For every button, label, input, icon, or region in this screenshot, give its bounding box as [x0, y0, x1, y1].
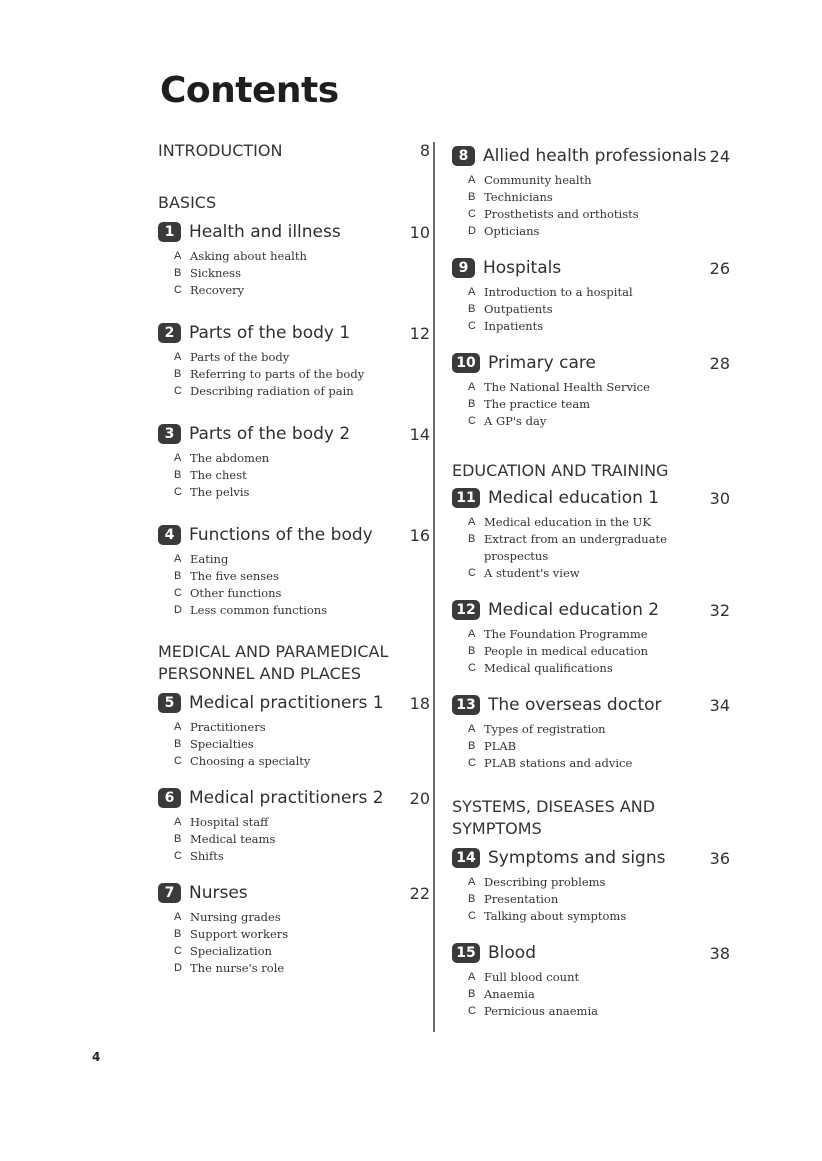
unit-title: Medical practitioners 1 [189, 693, 384, 713]
page-number: 4 [92, 1050, 101, 1064]
subtopic-text: Choosing a specialty [190, 754, 311, 768]
subtopic-list [468, 874, 730, 925]
subtopic-letter: A [174, 721, 182, 733]
subtopic-list [468, 721, 730, 772]
section-heading-medical-line1: MEDICAL AND PARAMEDICAL [158, 642, 389, 661]
introduction-page: 8 [419, 141, 430, 160]
unit-heading-left [452, 258, 561, 278]
subtopic-letter: C [174, 945, 182, 957]
unit-heading-left [452, 146, 707, 166]
subtopic-text: PLAB [484, 739, 517, 753]
column-divider [433, 142, 435, 1032]
subtopic-letter: A [174, 351, 182, 363]
subtopic-list [468, 379, 730, 430]
subtopic-text: Community health [484, 173, 592, 187]
unit-entry[interactable] [158, 693, 430, 770]
subtopic-text: The National Health Service [484, 380, 650, 394]
units-basics [158, 222, 430, 619]
unit-number-badge: 10 [452, 353, 480, 373]
subtopic-letter: B [468, 740, 476, 752]
unit-page-number: 12 [409, 323, 430, 343]
subtopic-item [468, 514, 730, 531]
subtopic-item [468, 738, 730, 755]
subtopic-item [468, 172, 730, 189]
unit-title: Health and illness [189, 222, 341, 242]
subtopic-item [174, 602, 430, 619]
subtopic-text: Support workers [190, 927, 289, 941]
subtopic-text: Shifts [190, 849, 224, 863]
subtopic-letter: A [174, 911, 182, 923]
subtopic-letter: C [174, 385, 182, 397]
unit-heading-row [158, 693, 430, 713]
subtopic-item [174, 467, 430, 484]
subtopic-item [174, 848, 430, 865]
unit-number-badge: 5 [158, 693, 181, 713]
unit-title: Allied health professionals [483, 146, 707, 166]
unit-heading-left [158, 323, 350, 343]
subtopic-text: Full blood count [484, 970, 580, 984]
subtopic-text: Medical education in the UK [484, 515, 651, 529]
subtopic-letter: B [468, 988, 476, 1000]
unit-page-number: 30 [709, 488, 730, 508]
unit-page-number: 32 [709, 600, 730, 620]
unit-heading-left [158, 424, 350, 444]
unit-heading-left [158, 693, 384, 713]
subtopic-letter: A [468, 876, 476, 888]
subtopic-text: Extract from an undergraduate prospectus [484, 532, 667, 563]
units-systems [452, 848, 730, 1020]
subtopic-item [468, 1003, 730, 1020]
introduction-label: INTRODUCTION [158, 141, 283, 160]
subtopic-item [174, 484, 430, 501]
subtopic-item [468, 189, 730, 206]
unit-heading-left [452, 848, 665, 868]
unit-heading-left [452, 353, 596, 373]
subtopic-letter: B [174, 267, 182, 279]
subtopic-letter: B [468, 398, 476, 410]
unit-entry[interactable] [452, 353, 730, 430]
unit-page-number: 28 [709, 353, 730, 373]
subtopic-letter: C [468, 567, 476, 579]
subtopic-list [174, 909, 430, 977]
unit-page-number: 10 [409, 222, 430, 242]
subtopic-text: The abdomen [190, 451, 270, 465]
unit-page-number: 20 [409, 788, 430, 808]
subtopic-item [174, 909, 430, 926]
subtopic-item [174, 349, 430, 366]
subtopic-letter: A [468, 628, 476, 640]
subtopic-text: Nursing grades [190, 910, 281, 924]
unit-entry[interactable] [452, 258, 730, 335]
subtopic-item [174, 943, 430, 960]
subtopic-letter: A [174, 250, 182, 262]
subtopic-item [468, 318, 730, 335]
subtopic-text: PLAB stations and advice [484, 756, 633, 770]
subtopic-text: Hospital staff [190, 815, 269, 829]
unit-entry[interactable] [452, 943, 730, 1020]
unit-number-badge: 9 [452, 258, 475, 278]
unit-heading-row [452, 848, 730, 868]
subtopic-letter: B [468, 893, 476, 905]
subtopic-text: Medical teams [190, 832, 276, 846]
subtopic-text: Presentation [484, 892, 559, 906]
subtopic-text: Medical qualifications [484, 661, 613, 675]
subtopic-text: The practice team [484, 397, 591, 411]
subtopic-list [174, 248, 430, 299]
contents-left-column [158, 140, 430, 977]
section-heading-medical-line2: PERSONNEL AND PLACES [158, 664, 362, 683]
unit-heading-row [452, 353, 730, 373]
subtopic-item [468, 660, 730, 677]
subtopic-list [468, 969, 730, 1020]
subtopic-item [174, 282, 430, 299]
unit-page-number: 14 [409, 424, 430, 444]
subtopic-item [468, 396, 730, 413]
unit-title: Functions of the body [189, 525, 373, 545]
subtopic-item [468, 874, 730, 891]
subtopic-list [468, 284, 730, 335]
subtopic-text: Other functions [190, 586, 282, 600]
subtopic-item [468, 284, 730, 301]
subtopic-text: The chest [190, 468, 247, 482]
subtopic-letter: B [468, 645, 476, 657]
unit-title: Blood [488, 943, 536, 963]
subtopic-letter: B [174, 928, 182, 940]
unit-heading-row [158, 222, 430, 242]
subtopic-letter: A [468, 516, 476, 528]
subtopic-letter: C [174, 284, 182, 296]
unit-heading-row [452, 258, 730, 278]
subtopic-item [174, 450, 430, 467]
units-allied [452, 146, 730, 430]
subtopic-item [468, 206, 730, 223]
subtopic-letter: B [174, 738, 182, 750]
unit-number-badge: 7 [158, 883, 181, 903]
subtopic-letter: B [468, 533, 476, 545]
contents-right-column [452, 142, 730, 1020]
subtopic-text: Sickness [190, 266, 241, 280]
subtopic-letter: A [468, 381, 476, 393]
unit-heading-row [158, 424, 430, 444]
subtopic-text: Introduction to a hospital [484, 285, 633, 299]
subtopic-item [174, 719, 430, 736]
unit-title: Medical education 2 [488, 600, 660, 620]
unit-number-badge: 11 [452, 488, 480, 508]
subtopic-item [468, 755, 730, 772]
unit-page-number: 38 [709, 943, 730, 963]
introduction-entry[interactable] [158, 140, 430, 162]
subtopic-item [468, 565, 730, 582]
subtopic-letter: D [468, 225, 476, 237]
subtopic-letter: A [468, 971, 476, 983]
unit-title: Medical education 1 [488, 488, 660, 508]
subtopic-item [468, 986, 730, 1003]
subtopic-text: Describing radiation of pain [190, 384, 354, 398]
subtopic-letter: A [468, 286, 476, 298]
section-heading-systems [452, 796, 730, 840]
subtopic-item [468, 379, 730, 396]
unit-entry[interactable] [158, 222, 430, 299]
unit-number-badge: 4 [158, 525, 181, 545]
unit-page-number: 22 [409, 883, 430, 903]
unit-number-badge: 15 [452, 943, 480, 963]
subtopic-text: Specialties [190, 737, 254, 751]
subtopic-list [174, 349, 430, 400]
subtopic-text: Technicians [484, 190, 553, 204]
unit-title: Hospitals [483, 258, 562, 278]
subtopic-letter: B [174, 368, 182, 380]
unit-heading-left [452, 943, 536, 963]
unit-entry[interactable] [452, 600, 730, 677]
unit-heading-left [158, 788, 384, 808]
unit-number-badge: 12 [452, 600, 480, 620]
subtopic-item [174, 568, 430, 585]
subtopic-list [174, 719, 430, 770]
subtopic-letter: C [174, 755, 182, 767]
unit-number-badge: 14 [452, 848, 480, 868]
subtopic-item [174, 753, 430, 770]
unit-title: Symptoms and signs [488, 848, 666, 868]
subtopic-text: The Foundation Programme [484, 627, 648, 641]
unit-entry[interactable] [158, 323, 430, 400]
section-heading-systems-line1: SYSTEMS, DISEASES AND [452, 797, 656, 816]
subtopic-letter: C [174, 486, 182, 498]
subtopic-letter: B [174, 833, 182, 845]
subtopic-item [174, 265, 430, 282]
unit-entry[interactable] [452, 146, 730, 240]
subtopic-letter: C [174, 850, 182, 862]
subtopic-text: Specialization [190, 944, 272, 958]
unit-heading-row [452, 146, 730, 166]
subtopic-text: Less common functions [190, 603, 328, 617]
units-medical [158, 693, 430, 977]
subtopic-text: Pernicious anaemia [484, 1004, 598, 1018]
subtopic-list [468, 172, 730, 240]
subtopic-text: Practitioners [190, 720, 266, 734]
subtopic-letter: C [468, 415, 476, 427]
subtopic-text: Prosthetists and orthotists [484, 207, 639, 221]
subtopic-text: Describing problems [484, 875, 606, 889]
unit-title: Medical practitioners 2 [189, 788, 384, 808]
subtopic-text: Parts of the body [190, 350, 290, 364]
subtopic-text: Talking about symptoms [484, 909, 627, 923]
subtopic-text: Outpatients [484, 302, 553, 316]
subtopic-item [174, 736, 430, 753]
page-title: Contents [160, 70, 339, 111]
subtopic-text: Opticians [484, 224, 540, 238]
subtopic-letter: C [468, 910, 476, 922]
unit-heading-row [452, 600, 730, 620]
subtopic-text: Asking about health [190, 249, 307, 263]
unit-heading-left [158, 222, 341, 242]
subtopic-item [174, 551, 430, 568]
subtopic-list [174, 450, 430, 501]
subtopic-item [468, 413, 730, 430]
subtopic-list [174, 814, 430, 865]
unit-entry[interactable] [158, 525, 430, 619]
section-heading-systems-line2: SYMPTOMS [452, 819, 542, 838]
unit-heading-row [158, 883, 430, 903]
subtopic-letter: C [468, 320, 476, 332]
subtopic-list [174, 551, 430, 619]
subtopic-letter: B [468, 303, 476, 315]
unit-number-badge: 3 [158, 424, 181, 444]
subtopic-item [468, 969, 730, 986]
subtopic-letter: B [174, 469, 182, 481]
subtopic-letter: A [174, 452, 182, 464]
section-heading-medical [158, 641, 430, 685]
subtopic-letter: C [468, 208, 476, 220]
subtopic-item [174, 814, 430, 831]
subtopic-text: The pelvis [190, 485, 250, 499]
subtopic-letter: B [468, 191, 476, 203]
subtopic-text: Eating [190, 552, 229, 566]
subtopic-item [174, 366, 430, 383]
unit-entry[interactable] [452, 488, 730, 582]
unit-number-badge: 6 [158, 788, 181, 808]
subtopic-text: The five senses [190, 569, 279, 583]
subtopic-list [468, 626, 730, 677]
unit-page-number: 18 [409, 693, 430, 713]
subtopic-item [468, 223, 730, 240]
unit-entry[interactable] [452, 848, 730, 925]
subtopic-item [468, 643, 730, 660]
unit-heading-left [452, 600, 659, 620]
subtopic-text: Referring to parts of the body [190, 367, 365, 381]
subtopic-letter: A [174, 816, 182, 828]
unit-heading-row [158, 788, 430, 808]
unit-heading-row [452, 943, 730, 963]
unit-heading-row [158, 323, 430, 343]
unit-title: Parts of the body 1 [189, 323, 351, 343]
units-education [452, 488, 730, 772]
subtopic-list [468, 514, 730, 582]
unit-heading-left [452, 695, 662, 715]
subtopic-text: Inpatients [484, 319, 544, 333]
unit-page-number: 34 [709, 695, 730, 715]
subtopic-letter: A [174, 553, 182, 565]
unit-heading-left [452, 488, 659, 508]
subtopic-letter: C [468, 662, 476, 674]
unit-entry[interactable] [158, 788, 430, 865]
subtopic-letter: C [468, 757, 476, 769]
unit-page-number: 24 [709, 146, 730, 166]
subtopic-letter: D [174, 604, 182, 616]
unit-title: The overseas doctor [488, 695, 662, 715]
subtopic-item [468, 721, 730, 738]
subtopic-text: Anaemia [484, 987, 535, 1001]
section-heading-education: EDUCATION AND TRAINING [452, 461, 669, 480]
unit-heading-row [158, 525, 430, 545]
unit-entry[interactable] [452, 695, 730, 772]
unit-title: Primary care [488, 353, 596, 373]
subtopic-item [174, 831, 430, 848]
subtopic-item [174, 585, 430, 602]
subtopic-letter: C [174, 587, 182, 599]
unit-page-number: 16 [409, 525, 430, 545]
subtopic-item [174, 383, 430, 400]
subtopic-letter: D [174, 962, 182, 974]
subtopic-text: A GP's day [484, 414, 547, 428]
subtopic-item [468, 626, 730, 643]
subtopic-letter: A [468, 174, 476, 186]
unit-page-number: 26 [709, 258, 730, 278]
subtopic-item [468, 301, 730, 318]
subtopic-text: People in medical education [484, 644, 649, 658]
unit-number-badge: 8 [452, 146, 475, 166]
subtopic-item [468, 891, 730, 908]
section-heading-basics: BASICS [158, 193, 217, 212]
subtopic-item [174, 960, 430, 977]
unit-heading-row [452, 488, 730, 508]
unit-entry[interactable] [158, 883, 430, 977]
subtopic-letter: C [468, 1005, 476, 1017]
unit-number-badge: 2 [158, 323, 181, 343]
unit-title: Nurses [189, 883, 248, 903]
unit-heading-left [158, 883, 248, 903]
subtopic-item [468, 531, 730, 565]
unit-number-badge: 1 [158, 222, 181, 242]
subtopic-item [468, 908, 730, 925]
subtopic-text: Recovery [190, 283, 245, 297]
subtopic-letter: A [468, 723, 476, 735]
unit-title: Parts of the body 2 [189, 424, 351, 444]
unit-heading-left [158, 525, 373, 545]
unit-number-badge: 13 [452, 695, 480, 715]
unit-heading-row [452, 695, 730, 715]
subtopic-letter: B [174, 570, 182, 582]
subtopic-text: Types of registration [484, 722, 606, 736]
unit-entry[interactable] [158, 424, 430, 501]
unit-page-number: 36 [709, 848, 730, 868]
subtopic-item [174, 248, 430, 265]
subtopic-text: The nurse's role [190, 961, 285, 975]
subtopic-item [174, 926, 430, 943]
subtopic-text: A student's view [484, 566, 580, 580]
